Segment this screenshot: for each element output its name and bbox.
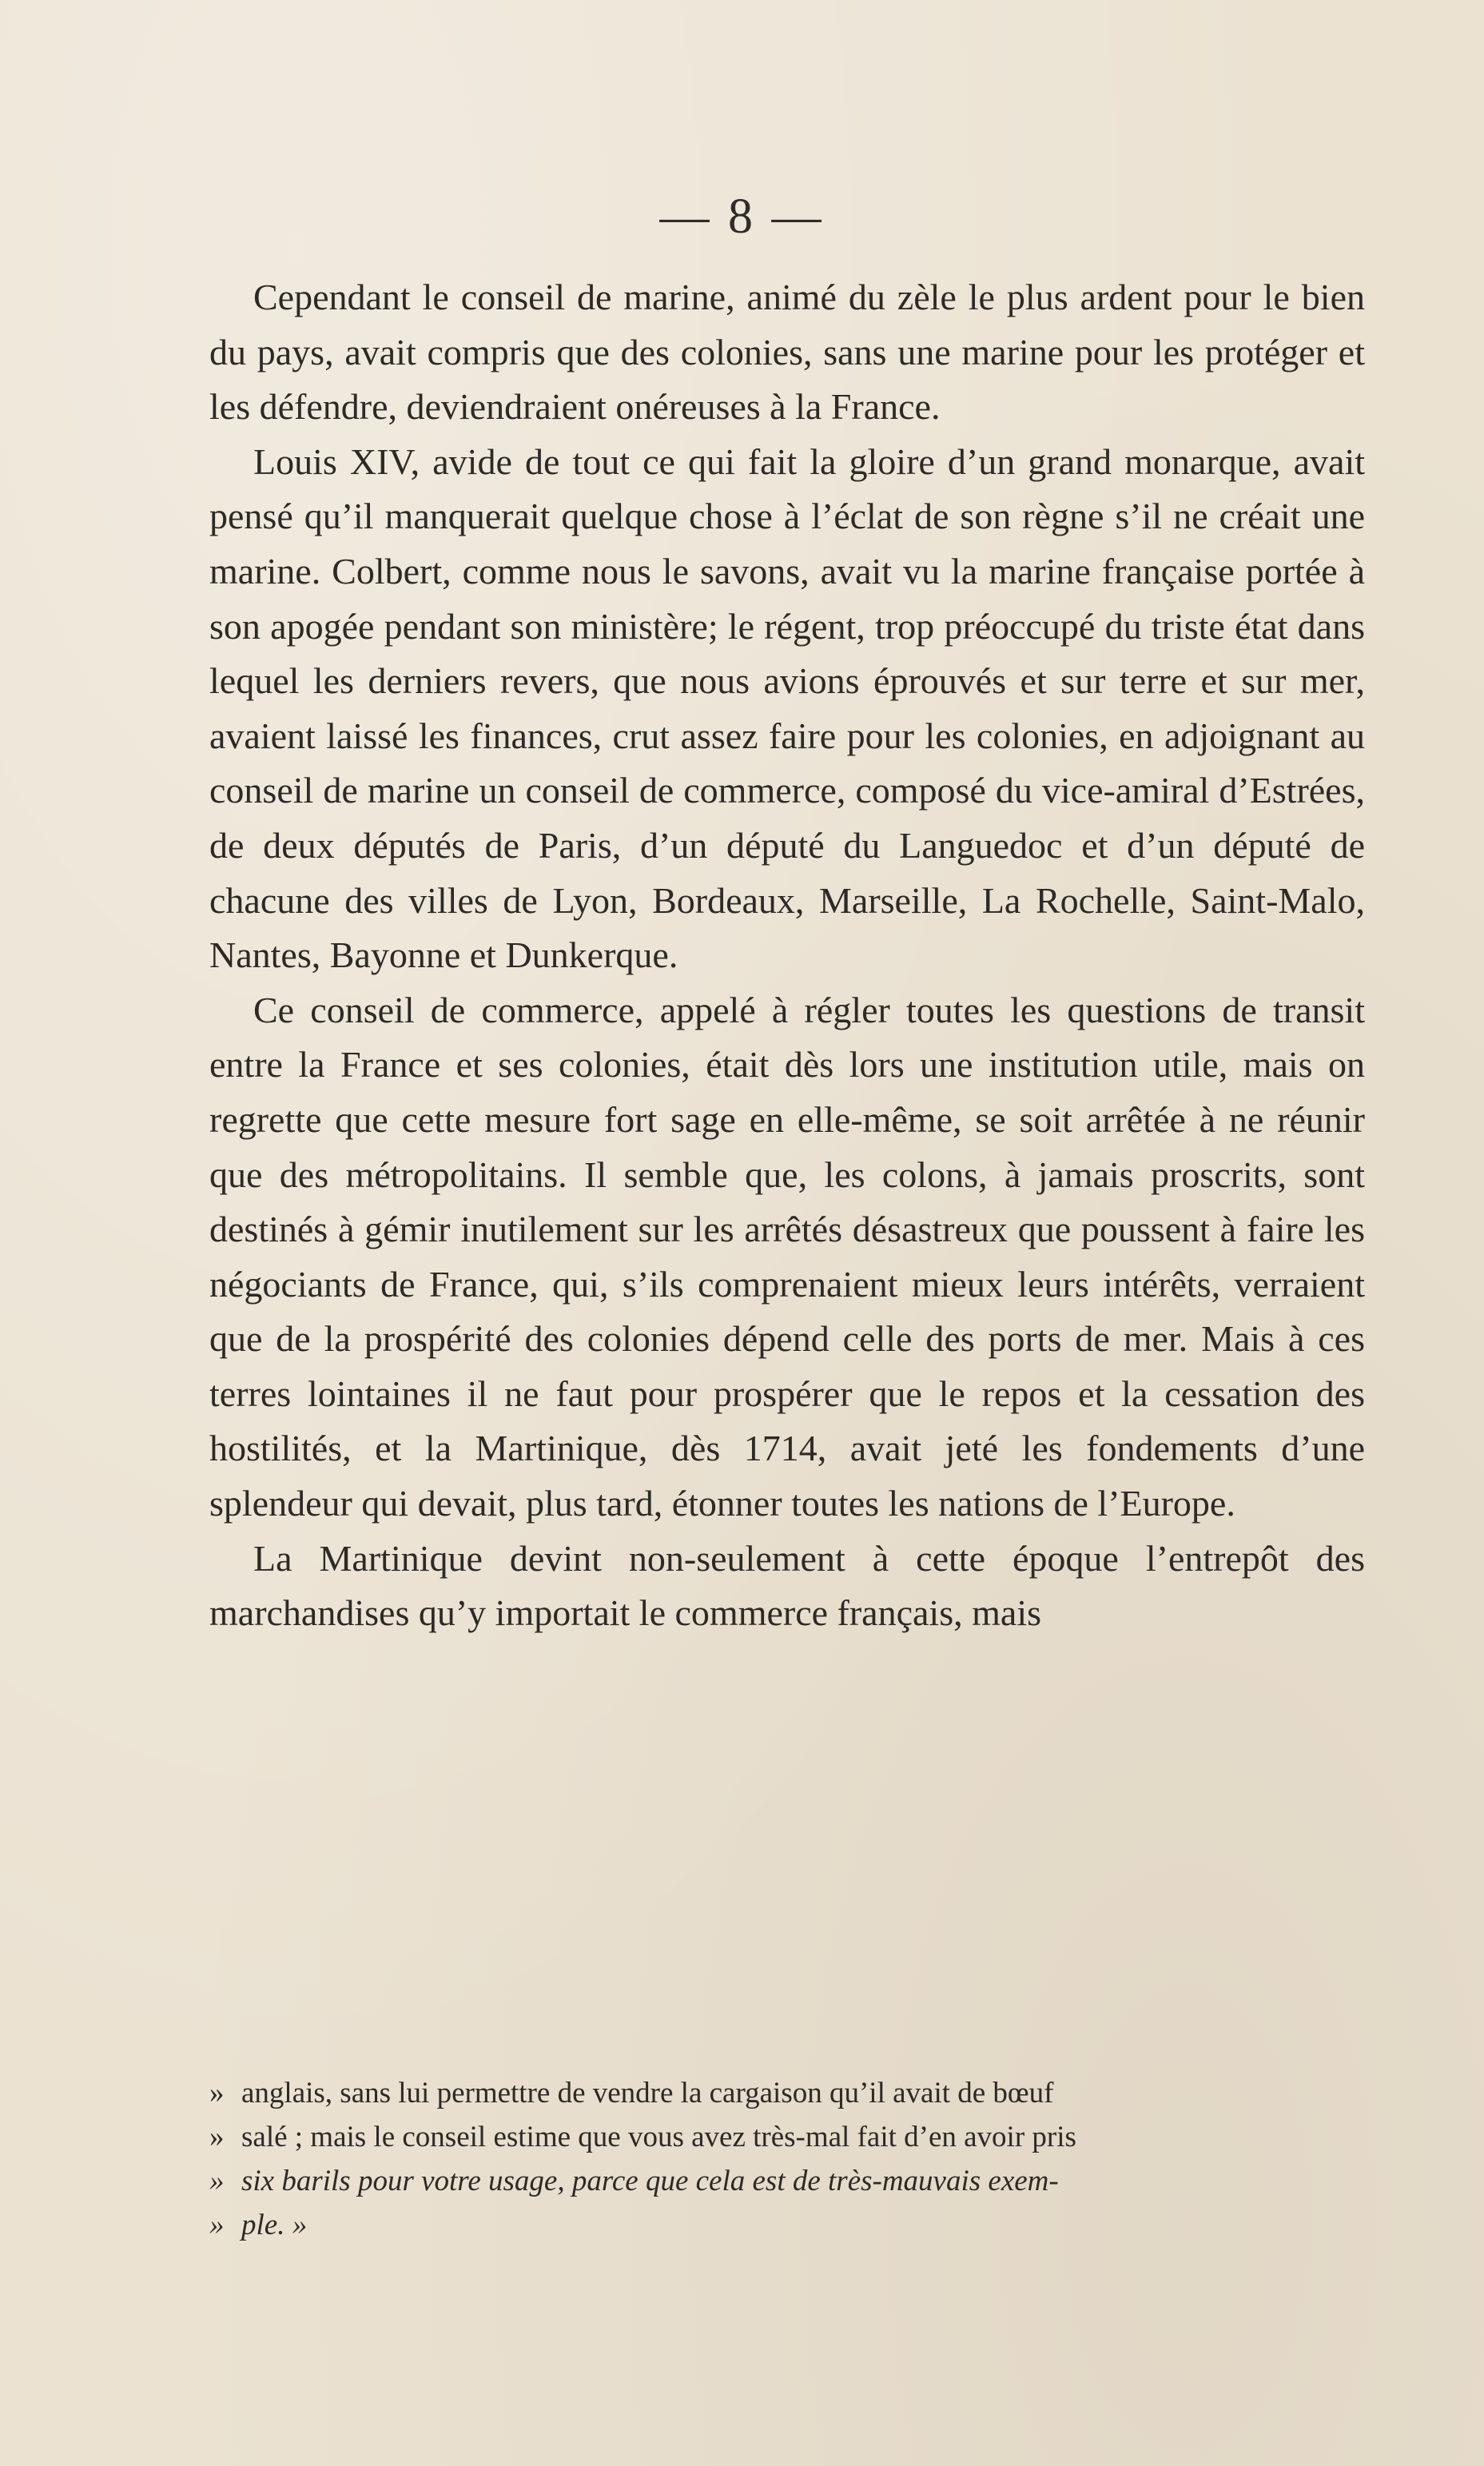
quote-mark: » [209, 2077, 225, 2109]
footnote-line-3 [209, 2159, 1365, 2203]
paragraph-3: Ce conseil de commerce, appelé à régler toutes les questions de transit entre la France et ses colonies, était dès lors une institution utile, mais on regrette que cette mesure fort sage en elle-même, se soit arrêtée à ne réunir que des métropolitains. Il semble que, les colons, à jamais proscrits, sont destinés à gémir inutilement sur les arrêtés désastreux que poussent à faire les négociants de France, qui, s’ils comprenaient mieux leurs intérêts, verraient que de la prospérité des colonies dépend celle des ports de mer. Mais à ces terres lointaines il ne faut pour prospérer que le repos et la cessation des hostilités, et la Martinique, dès 1714, avait jeté les fondements d’une splendeur qui devait, plus tard, étonner toutes les nations de l’Europe. [209, 989, 1365, 1524]
footnote-text: six barils pour votre usage, parce que cela est de très-mauvais exem- [241, 2165, 1059, 2197]
footnote-text: ple. » [241, 2209, 308, 2241]
paragraph-2: Louis XIV, avide de tout ce qui fait la gloire d’un grand monarque, avait pensé qu’il manquerait quelque chose à l’éclat de son règne s’il ne créait une marine. Colbert, comme nous le savons, avait vu la marine française portée à son apogée pendant son ministère; le régent, trop préoccupé du triste état dans lequel les derniers revers, que nous avions éprouvés et sur terre et sur mer, avaient laissé les finances, crut assez faire pour les colonies, en adjoignant au conseil de marine un conseil de commerce, composé du vice-amiral d’Estrées, de deux députés de Paris, d’un député du Languedoc et d’un député de chacune des villes de Lyon, Bordeaux, Marseille, La Rochelle, Saint-Malo, Nantes, Bayonne et Dunkerque. [209, 440, 1365, 976]
body-text [209, 270, 1365, 1641]
paragraph-4: La Martinique devint non-seulement à cette époque l’entrepôt des marchandises qu’y importait le commerce français, mais [209, 1537, 1365, 1634]
paragraph-1: Cependant le conseil de marine, animé du zèle le plus ardent pour le bien du pays, avait compris que des colonies, sans une marine pour les protéger et les défendre, deviendraient onéreuses à la France. [209, 277, 1365, 428]
footnote-line-2 [209, 2115, 1365, 2159]
quote-mark: » [209, 2209, 225, 2241]
quote-mark: » [209, 2165, 225, 2197]
footnote-text: anglais, sans lui permettre de vendre la cargaison qu’il avait de bœuf [241, 2077, 1054, 2109]
quote-mark: » [209, 2121, 225, 2153]
page-number: — 8 — [659, 189, 825, 244]
footnote-line-1 [209, 2071, 1365, 2115]
footnote-line-4 [209, 2203, 1365, 2247]
footnote-text: salé ; mais le conseil estime que vous avez très-mal fait d’en avoir pris [241, 2121, 1076, 2153]
footnote-block [209, 2071, 1365, 2247]
